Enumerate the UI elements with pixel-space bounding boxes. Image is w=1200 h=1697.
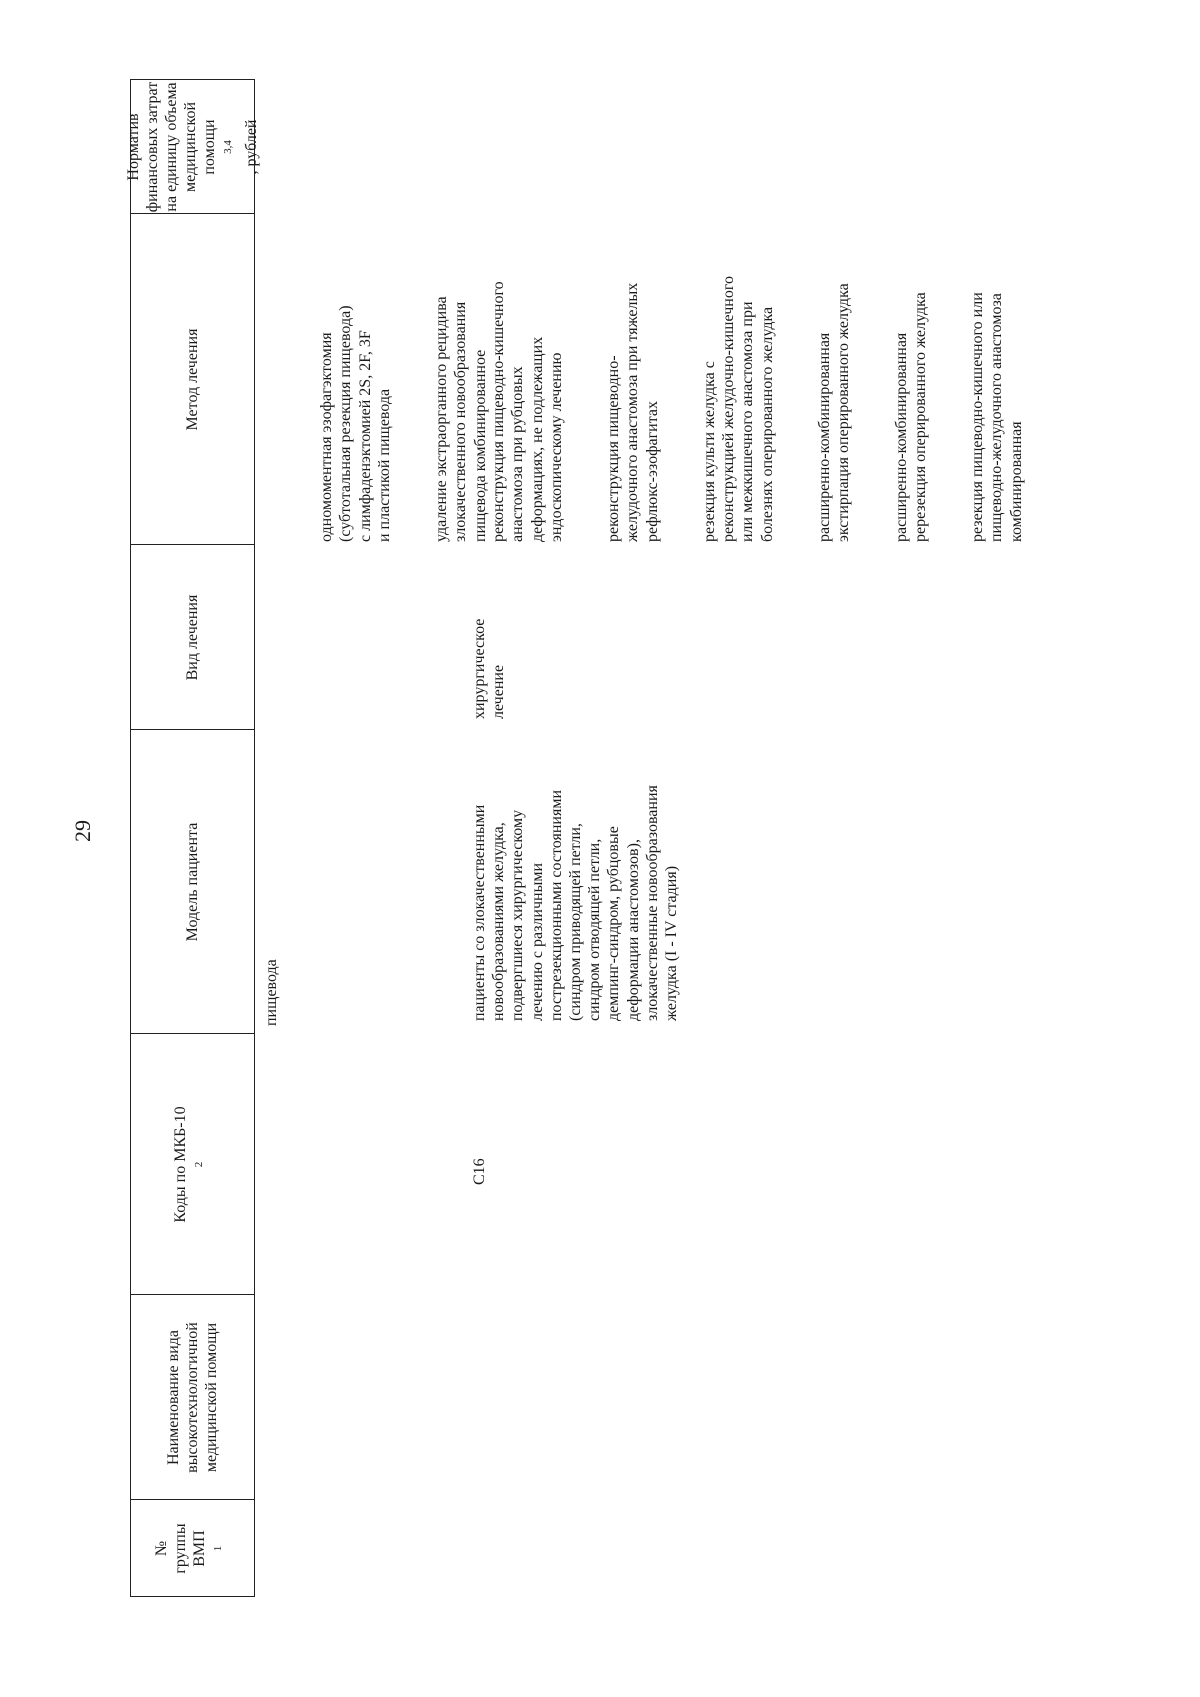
header-treatment-method: Метод лечения xyxy=(184,328,201,431)
page-number: 29 xyxy=(70,820,95,842)
table-header xyxy=(124,79,261,1597)
row-patient-model: пациенты со злокачественными новообразованиями желудка, подвергшиеся хирургическому лечению с различными пострезекционными состояниями (синдром приводящей петли, синдром отводящей петли, демпинг-синдром, рубцовые деформации анастомозов), злокачественные новообразования желудка (I - IV стадия) xyxy=(471,785,681,1021)
method-item: расширенно-комбинированная ререзекция оперированного желудка xyxy=(892,292,929,542)
method-item: расширенно-комбинированная экстирпация оперированного желудка xyxy=(816,283,853,542)
row-methods xyxy=(470,212,1064,542)
header-cost-standard: Норматив финансовых затрат на единицу объема медицинской помощи $^{3,4}$ , рублей xyxy=(124,81,261,213)
continued-patient-model: пищевода xyxy=(263,959,280,1026)
method-item: реконструкция пищеводно-кишечного анастомоза при рубцовых деформациях, не подлежащих эндоскопическому лечению xyxy=(490,281,565,542)
method-item: резекция культи желудка с реконструкцией желудочно-кишечного или межкишечного анастомоза при болезнях оперированного желудка xyxy=(701,276,776,542)
header-treatment-type: Вид лечения xyxy=(184,594,201,681)
header-group-no: № группы ВМП $^1$ xyxy=(153,1523,225,1574)
header-patient-model: Модель пациента xyxy=(184,822,201,942)
method-item: одномоментная эзофагэктомия (субтотальная резекция пищевода) с лимфаденэктомией 2S, 2F, 3F и пластикой пищевода xyxy=(318,305,393,542)
method-item: резекция пищеводно-кишечного или пищеводно-желудочного анастомоза комбинированная xyxy=(969,292,1025,542)
row-icd-code: C16 xyxy=(471,1158,488,1185)
header-icd-codes: Коды по МКБ-10 $^2$ xyxy=(172,1106,206,1223)
row-treatment-type: хирургическое лечение xyxy=(471,618,508,719)
method-item: реконструкция пищеводно- желудочного анастомоза при тяжелых рефлюкс-эзофагитах xyxy=(605,282,661,542)
method-item: удаление экстраорганного рецидива злокачественного новообразования пищевода комбинированное xyxy=(433,296,489,542)
header-type-name: Наименование вида высокотехнологичной медицинской помощи xyxy=(165,1322,220,1473)
